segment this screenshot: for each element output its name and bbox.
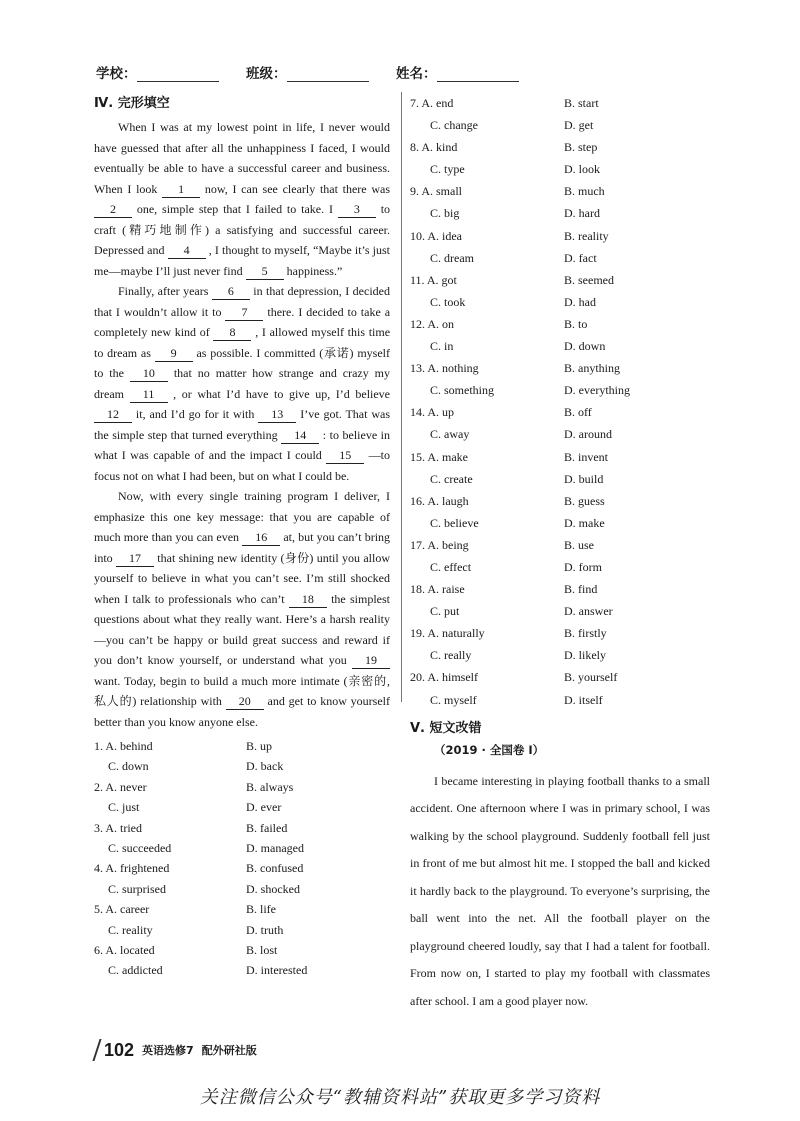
passage-text: I’ve got. That was the simple step that turned everything [94,407,391,442]
option-row [410,247,710,269]
header-fields [96,62,716,86]
option-b[interactable]: B. reality [564,228,609,243]
option-row [410,269,710,291]
blank-3[interactable]: 3 [338,202,376,218]
cloze-paragraph-3 [94,486,390,732]
option-row [410,468,710,490]
footer-slash [92,1039,101,1061]
option-c[interactable]: C. dream [430,250,474,265]
option-row [410,335,710,357]
option-row [410,379,710,401]
left-column [94,92,390,981]
class-label: 班级： [246,66,287,82]
option-b[interactable]: B. use [564,537,594,552]
section5 [410,717,710,1016]
option-c[interactable]: C. big [430,206,460,221]
option-row [410,446,710,468]
option-row [410,313,710,335]
option-d[interactable]: D. answer [564,604,613,619]
option-c[interactable]: C. believe [430,515,479,530]
option-c[interactable]: C. away [430,427,470,442]
option-b[interactable]: B. to [564,316,588,331]
section4-title: Ⅳ. 完形填空 [94,96,170,111]
option-d[interactable]: D. everything [564,383,630,398]
option-row [410,158,710,180]
option-row [410,136,710,158]
option-row [94,736,390,756]
book-title: 英语选修7 [142,1044,194,1057]
option-row [410,180,710,202]
column-divider [401,92,402,702]
option-b[interactable]: B. off [564,405,592,420]
name-blank[interactable] [437,67,519,82]
passage-text: at, but you can’t bring into [94,530,391,565]
passage-text: there. I decided to take a completely new kind of [94,304,391,339]
option-row [410,225,710,247]
option-a[interactable]: 7. A. end [410,96,454,110]
blank-17[interactable]: 17 [116,551,154,567]
option-d[interactable]: D. make [564,515,605,530]
option-c[interactable]: C. create [430,471,473,486]
blank-9[interactable]: 9 [155,346,193,362]
option-row [410,689,710,711]
option-d[interactable]: D. managed [246,840,304,855]
passage-text: want. Today, begin to build a much more intimate (亲密的, 私人的) relationship with [94,673,390,708]
blank-4[interactable]: 4 [168,243,206,259]
option-row [410,556,710,578]
passage-text: it, and I’d go for it with [135,407,255,421]
option-row [94,940,390,960]
option-row [410,578,710,600]
cloze-paragraph-2 [94,281,390,486]
option-b[interactable]: B. confused [246,861,304,876]
option-a[interactable]: 12. A. on [410,316,455,331]
option-d[interactable]: D. shocked [246,881,300,896]
option-d[interactable]: D. truth [246,922,284,937]
option-row [94,797,390,817]
passage-text: : to believe in what I was capable of and the impact I could [94,427,391,462]
page-number: 102 [104,1039,135,1060]
class-blank[interactable] [287,67,369,82]
option-row [410,357,710,379]
publisher-label: 配外研社版 [201,1044,257,1057]
option-a[interactable]: 14. A. up [410,405,455,420]
passage-text: the simplest questions about what they really want. Here’s a harsh reality—you can’t be happy or build great success and reward if you don’t know yourself, or understand what you [94,591,390,667]
option-row [94,858,390,878]
option-b[interactable]: B. life [246,902,276,917]
option-a[interactable]: 5. A. career [94,902,150,917]
section5-source: （2019 · 全国卷 Ⅰ） [434,742,545,757]
option-a[interactable]: 16. A. laugh [410,493,469,508]
option-d[interactable]: D. fact [564,250,597,265]
option-row [410,622,710,644]
blank-15[interactable]: 15 [326,448,364,464]
option-row [410,600,710,622]
page-footer [96,1038,257,1062]
option-c[interactable]: C. in [430,339,454,354]
option-c[interactable]: C. succeeded [108,840,172,855]
passage-text: , I allowed myself this time to dream as [94,325,391,360]
option-c[interactable]: C. down [108,759,149,774]
option-b[interactable]: B. lost [246,942,278,957]
option-c[interactable]: C. really [430,648,472,663]
option-d[interactable]: D. get [564,118,594,133]
option-row [410,512,710,534]
passage-text: —to focus not on what I had been, but on what I could be. [94,448,391,483]
option-b[interactable]: B. always [246,779,294,794]
option-a[interactable]: 15. A. make [410,449,468,464]
option-d[interactable]: D. form [564,559,602,574]
option-c[interactable]: C. surprised [108,881,166,896]
right-column [410,92,710,1015]
option-row [410,92,710,114]
option-a[interactable]: 20. A. himself [410,670,478,685]
option-a[interactable]: 17. A. being [410,537,469,552]
option-d[interactable]: D. down [564,339,606,354]
option-row [94,879,390,899]
option-row [410,666,710,688]
option-c[interactable]: C. took [430,294,466,309]
option-b[interactable]: B. find [564,582,598,597]
passage-text: that no matter how strange and crazy my dream [94,366,391,401]
blank-11[interactable]: 11 [130,387,168,403]
option-d[interactable]: D. had [564,294,596,309]
options-list-left [94,736,390,981]
option-row [410,291,710,313]
passage-text: happiness.” [286,263,343,278]
option-b[interactable]: B. yourself [564,670,618,685]
option-row [410,202,710,224]
option-b[interactable]: B. guess [564,493,605,508]
blank-16[interactable]: 16 [242,530,280,546]
option-row [94,756,390,776]
option-d[interactable]: D. build [564,471,604,486]
passage-text: as possible. I committed (承诺) myself to the [94,345,390,380]
passage-text: Now, with every single training program I deliver, I emphasize this one key message: that you are capable of much more than you can even [94,489,390,544]
option-row [94,818,390,838]
option-row [410,534,710,556]
option-a[interactable]: 2. A. never [94,779,147,794]
blank-19[interactable]: 19 [352,653,390,669]
section5-title: Ⅴ. 短文改错 [410,720,482,736]
blank-10[interactable]: 10 [130,366,168,382]
blank-5[interactable]: 5 [246,264,284,280]
option-a[interactable]: 10. A. idea [410,228,462,243]
blank-14[interactable]: 14 [281,428,319,444]
option-b[interactable]: B. up [246,739,273,753]
option-row [410,644,710,666]
option-a[interactable]: 4. A. frightened [94,861,170,876]
option-a[interactable]: 19. A. naturally [410,626,485,641]
option-c[interactable]: C. effect [430,559,472,574]
school-label: 学校： [96,66,137,82]
passage-text: in that depression, I decided that I wouldn’t allow it to [94,284,390,319]
passage-text: , I thought to myself, “Maybe it’s just me—maybe I’ll just never find [94,243,391,278]
name-label: 姓名： [396,66,437,82]
watermark-text: 关注微信公众号“教辅资料站”获取更多学习资料 [199,1087,601,1108]
passage-text: , or what I’d have to give up, I’d believe [173,386,391,401]
option-b[interactable]: B. anything [564,361,620,376]
option-c[interactable]: C. myself [430,692,477,707]
option-a[interactable]: 11. A. got [410,272,457,287]
blank-12[interactable]: 12 [94,407,132,423]
option-b[interactable]: B. seemed [564,272,614,287]
option-row [410,401,710,423]
blank-6[interactable]: 6 [212,284,250,300]
passage-text: When I was at my lowest point in life, I never would have guessed that after all the unhappiness I faced, I would eventually be able to have a successful career and business. When I look [94,120,390,196]
passage-text: that shining new identity (身份) until you allow yourself to believe in what you can’t see. I’m still shocked when I talk to professionals who can’t [94,550,390,606]
school-blank[interactable] [137,67,219,82]
option-b[interactable]: B. invent [564,449,608,464]
error-correction-passage: I became interesting in playing football thanks to a small accident. One afternoon where I was in primary school, I was walking by the school playground. Suddenly football fell just in front of me but almost hit me. I stopped the ball and kicked it hardly back to the playground. To everyone’s surprising, the ball went into the net. All the football player on the playground cheered loudly, say that I had a talent for football. From now on, I started to play my football with classmates after school. I am a good player now. [410,773,710,1008]
option-c[interactable]: C. reality [108,922,153,937]
option-b[interactable]: B. firstly [564,626,607,641]
option-row [410,114,710,136]
option-a[interactable]: 3. A. tried [94,820,142,835]
option-b[interactable]: B. much [564,184,605,199]
class-field [246,62,369,82]
name-field [396,62,519,82]
cloze-paragraph-1 [94,117,390,281]
option-row [410,423,710,445]
school-field [96,62,219,82]
option-row [94,838,390,858]
option-d[interactable]: D. back [246,759,284,774]
cloze-passage [94,117,390,732]
option-c[interactable]: C. change [430,118,478,133]
option-a[interactable]: 13. A. nothing [410,361,479,376]
option-row [410,490,710,512]
option-d[interactable]: D. around [564,427,612,442]
option-a[interactable]: 9. A. small [410,184,463,199]
blank-13[interactable]: 13 [258,407,296,423]
option-d[interactable]: D. itself [564,692,603,707]
blank-7[interactable]: 7 [225,305,263,321]
option-c[interactable]: C. put [430,604,460,619]
passage-text: Finally, after years [118,284,209,298]
blank-8[interactable]: 8 [213,325,251,341]
option-c[interactable]: C. type [430,162,465,177]
option-a[interactable]: 6. A. located [94,942,155,957]
option-d[interactable]: D. look [564,162,600,177]
option-a[interactable]: 1. A. behind [94,739,153,753]
option-b[interactable]: B. step [564,140,598,155]
passage-text: to craft (精巧地制作) a satisfying and successful career. Depressed and [94,202,391,257]
option-d[interactable]: D. ever [246,800,282,815]
option-row [94,899,390,919]
option-d[interactable]: D. hard [564,206,600,221]
blank-1[interactable]: 1 [162,182,200,198]
passage-text: now, I can see clearly that there was [204,181,391,196]
blank-2[interactable]: 2 [94,202,132,218]
option-d[interactable]: D. interested [246,963,308,978]
blank-20[interactable]: 20 [226,694,264,710]
option-b[interactable]: B. start [564,96,599,110]
option-row [94,960,390,980]
option-a[interactable]: 8. A. kind [410,140,458,155]
option-c[interactable]: C. just [108,800,140,815]
passage-text: and get to know yourself better than you know anyone else. [94,694,390,729]
option-a[interactable]: 18. A. raise [410,582,465,597]
option-c[interactable]: C. something [430,383,495,398]
option-row [94,777,390,797]
passage-text: one, simple step that I failed to take. I [136,202,333,216]
options-list-right [410,92,710,711]
option-c[interactable]: C. addicted [108,963,163,978]
option-d[interactable]: D. likely [564,648,606,663]
blank-18[interactable]: 18 [289,592,327,608]
option-b[interactable]: B. failed [246,820,288,835]
option-row [94,920,390,940]
